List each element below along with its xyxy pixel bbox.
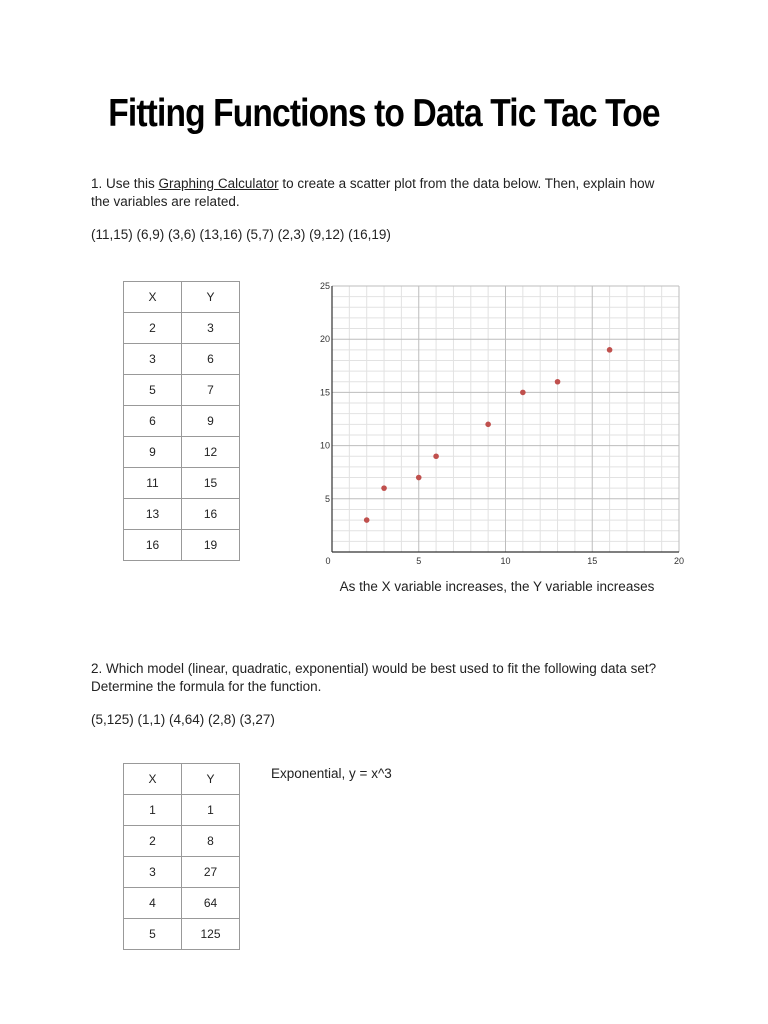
table-row: [124, 344, 240, 375]
data-point: [607, 347, 613, 353]
scatter-caption: As the X variable increases, the Y variable increases: [339, 579, 655, 594]
table-cell: 13: [124, 499, 182, 530]
q2-data-points: (5,125) (1,1) (4,64) (2,8) (3,27): [91, 712, 275, 727]
y-tick-label: 25: [319, 281, 330, 291]
data-point: [520, 390, 526, 396]
table-row: [124, 499, 240, 530]
x-tick-label: 20: [673, 556, 684, 566]
table-cell: 2: [124, 826, 182, 857]
table-row: [124, 888, 240, 919]
q1-prompt: [91, 175, 671, 211]
table-cell: 3: [124, 857, 182, 888]
y-tick-label: 20: [319, 334, 330, 345]
table-cell: 3: [124, 344, 182, 375]
table-header-cell: X: [124, 764, 182, 795]
table-header-row: [124, 764, 240, 795]
table-cell: 64: [182, 888, 240, 919]
table-cell: 27: [182, 857, 240, 888]
table-cell: 5: [124, 375, 182, 406]
q2-prompt: 2. Which model (linear, quadratic, exponential) would be best used to fit the following data set? Determine the formula for the function.: [91, 661, 657, 694]
q1-prompt-end: to create a scatter plot from the data below. Then, explain how the variables are related.: [91, 176, 655, 209]
table-row: [124, 375, 240, 406]
table-row: [124, 857, 240, 888]
table-cell: 16: [124, 530, 182, 561]
table-row: [124, 468, 240, 499]
table-cell: 6: [182, 344, 240, 375]
x-tick-label: 15: [587, 556, 598, 566]
scatter-plot: [310, 278, 684, 570]
table-cell: 5: [124, 919, 182, 950]
table-cell: 11: [124, 468, 182, 499]
table-cell: 1: [182, 795, 240, 826]
table-row: [124, 530, 240, 561]
table-row: [124, 795, 240, 826]
table-header-cell: Y: [182, 764, 240, 795]
data-point: [364, 517, 370, 523]
table-cell: 6: [124, 406, 182, 437]
table-cell: 12: [182, 437, 240, 468]
table-row: [124, 826, 240, 857]
q1-data-points: (11,15) (6,9) (3,6) (13,16) (5,7) (2,3) (9,12) (16,19): [91, 227, 391, 242]
q2-answer: Exponential, y = x^3: [271, 766, 392, 781]
table-cell: 9: [124, 437, 182, 468]
table-header-row: [124, 282, 240, 313]
y-tick-label: 10: [319, 440, 330, 451]
table-row: [124, 406, 240, 437]
table-cell: 8: [182, 826, 240, 857]
page-title: Fitting Functions to Data Tic Tac Toe: [108, 92, 660, 135]
q1-prompt-start: 1. Use this: [91, 176, 159, 191]
q1-data-table: [123, 281, 240, 561]
table-header-cell: Y: [182, 282, 240, 313]
table-cell: 9: [182, 406, 240, 437]
data-point: [555, 379, 561, 385]
y-tick-label: 5: [324, 493, 330, 504]
table-row: [124, 919, 240, 950]
table-cell: 4: [124, 888, 182, 919]
table-row: [124, 313, 240, 344]
graphing-calculator-link[interactable]: Graphing Calculator: [158, 176, 279, 191]
x-tick-label: 0: [325, 556, 331, 566]
y-tick-label: 15: [319, 387, 330, 398]
table-cell: 125: [182, 919, 240, 950]
table-cell: 2: [124, 313, 182, 344]
table-cell: 15: [182, 468, 240, 499]
table-cell: 7: [182, 375, 240, 406]
data-point: [416, 475, 422, 481]
data-point: [485, 422, 491, 428]
table-cell: 1: [124, 795, 182, 826]
table-cell: 3: [182, 313, 240, 344]
x-tick-label: 10: [500, 556, 511, 566]
table-cell: 19: [182, 530, 240, 561]
data-point: [433, 453, 439, 459]
data-point: [381, 485, 387, 491]
table-header-cell: X: [124, 282, 182, 313]
q2-data-table: [123, 763, 240, 950]
table-row: [124, 437, 240, 468]
table-cell: 16: [182, 499, 240, 530]
x-tick-label: 5: [416, 556, 422, 566]
